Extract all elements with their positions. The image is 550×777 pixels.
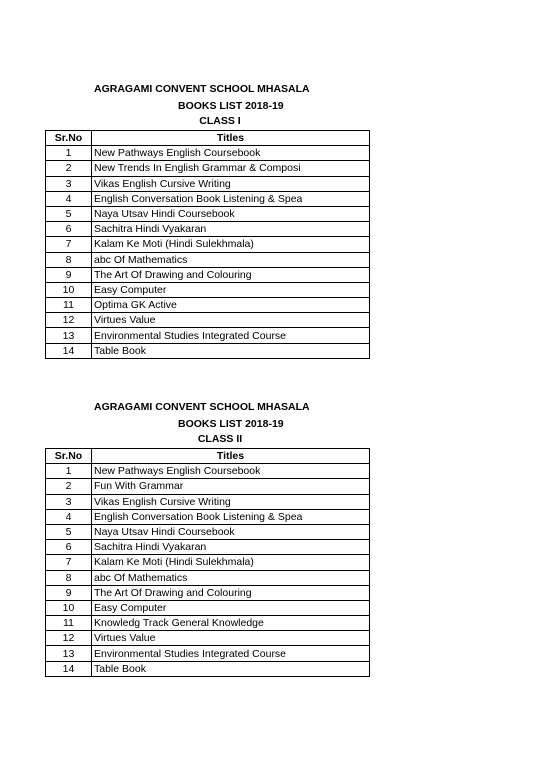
school-name: AGRAGAMI CONVENT SCHOOL MHASALA	[94, 401, 310, 413]
row-book-title: Sachitra Hindi Vyakaran	[92, 540, 370, 555]
row-book-title: Kalam Ke Moti (Hindi Sulekhmala)	[92, 555, 370, 570]
row-book-title: Optima GK Active	[92, 298, 370, 313]
row-sr-no: 3	[46, 494, 92, 509]
row-book-title: Naya Utsav Hindi Coursebook	[92, 206, 370, 221]
table-row	[46, 237, 370, 252]
row-sr-no: 2	[46, 161, 92, 176]
table-row	[46, 540, 370, 555]
table-row	[46, 176, 370, 191]
row-sr-no: 14	[46, 343, 92, 358]
table-row	[46, 509, 370, 524]
table-row	[46, 328, 370, 343]
row-book-title: New Pathways English Coursebook	[92, 464, 370, 479]
row-sr-no: 6	[46, 222, 92, 237]
table-row	[46, 479, 370, 494]
class-title: CLASS I	[199, 115, 241, 127]
row-book-title: Naya Utsav Hindi Coursebook	[92, 524, 370, 539]
table-header-row	[46, 131, 370, 146]
row-book-title: New Pathways English Coursebook	[92, 146, 370, 161]
row-book-title: Knowledg Track General Knowledge	[92, 616, 370, 631]
row-sr-no: 5	[46, 206, 92, 221]
row-book-title: Vikas English Cursive Writing	[92, 494, 370, 509]
row-sr-no: 12	[46, 631, 92, 646]
table-row	[46, 343, 370, 358]
row-sr-no: 8	[46, 252, 92, 267]
row-book-title: The Art Of Drawing and Colouring	[92, 585, 370, 600]
table-row	[46, 267, 370, 282]
row-book-title: Table Book	[92, 343, 370, 358]
table-row	[46, 600, 370, 615]
column-header-sr-no: Sr.No	[46, 449, 92, 464]
row-book-title: The Art Of Drawing and Colouring	[92, 267, 370, 282]
table-row	[46, 282, 370, 297]
row-book-title: Environmental Studies Integrated Course	[92, 646, 370, 661]
row-sr-no: 14	[46, 661, 92, 676]
row-sr-no: 3	[46, 176, 92, 191]
row-sr-no: 1	[46, 464, 92, 479]
table-row	[46, 206, 370, 221]
row-book-title: English Conversation Book Listening & Spea	[92, 509, 370, 524]
row-book-title: Vikas English Cursive Writing	[92, 176, 370, 191]
row-sr-no: 4	[46, 191, 92, 206]
row-sr-no: 7	[46, 555, 92, 570]
table-row	[46, 524, 370, 539]
row-sr-no: 1	[46, 146, 92, 161]
row-book-title: English Conversation Book Listening & Spea	[92, 191, 370, 206]
table-header-row	[46, 449, 370, 464]
row-book-title: Table Book	[92, 661, 370, 676]
row-book-title: Easy Computer	[92, 282, 370, 297]
table-row	[46, 646, 370, 661]
row-book-title: Environmental Studies Integrated Course	[92, 328, 370, 343]
row-sr-no: 8	[46, 570, 92, 585]
table-row	[46, 313, 370, 328]
row-book-title: Sachitra Hindi Vyakaran	[92, 222, 370, 237]
row-book-title: Virtues Value	[92, 631, 370, 646]
table-row	[46, 298, 370, 313]
row-sr-no: 13	[46, 646, 92, 661]
table-row	[46, 555, 370, 570]
class-title: CLASS II	[197, 433, 243, 445]
table-row	[46, 494, 370, 509]
row-sr-no: 11	[46, 298, 92, 313]
row-sr-no: 4	[46, 509, 92, 524]
column-header-titles: Titles	[92, 131, 370, 146]
table-row	[46, 191, 370, 206]
table-row	[46, 161, 370, 176]
column-header-sr-no: Sr.No	[46, 131, 92, 146]
row-book-title: Kalam Ke Moti (Hindi Sulekhmala)	[92, 237, 370, 252]
row-book-title: abc Of Mathematics	[92, 570, 370, 585]
column-header-titles: Titles	[92, 449, 370, 464]
row-sr-no: 10	[46, 282, 92, 297]
row-sr-no: 12	[46, 313, 92, 328]
list-title: BOOKS LIST 2018-19	[178, 418, 284, 430]
table-row	[46, 616, 370, 631]
row-book-title: Easy Computer	[92, 600, 370, 615]
list-title: BOOKS LIST 2018-19	[178, 100, 284, 112]
table-row	[46, 222, 370, 237]
table-row	[46, 146, 370, 161]
row-sr-no: 10	[46, 600, 92, 615]
table-row	[46, 464, 370, 479]
table-row	[46, 631, 370, 646]
row-sr-no: 9	[46, 585, 92, 600]
row-book-title: abc Of Mathematics	[92, 252, 370, 267]
school-name: AGRAGAMI CONVENT SCHOOL MHASALA	[94, 83, 310, 95]
row-book-title: Virtues Value	[92, 313, 370, 328]
books-table	[45, 448, 370, 677]
table-row	[46, 661, 370, 676]
row-sr-no: 7	[46, 237, 92, 252]
row-sr-no: 9	[46, 267, 92, 282]
row-sr-no: 6	[46, 540, 92, 555]
table-row	[46, 570, 370, 585]
table-body	[46, 464, 370, 677]
row-sr-no: 11	[46, 616, 92, 631]
table-row	[46, 585, 370, 600]
row-book-title: New Trends In English Grammar & Composi	[92, 161, 370, 176]
row-sr-no: 5	[46, 524, 92, 539]
books-table	[45, 130, 370, 359]
table-body	[46, 146, 370, 359]
row-sr-no: 13	[46, 328, 92, 343]
table-row	[46, 252, 370, 267]
row-book-title: Fun With Grammar	[92, 479, 370, 494]
row-sr-no: 2	[46, 479, 92, 494]
